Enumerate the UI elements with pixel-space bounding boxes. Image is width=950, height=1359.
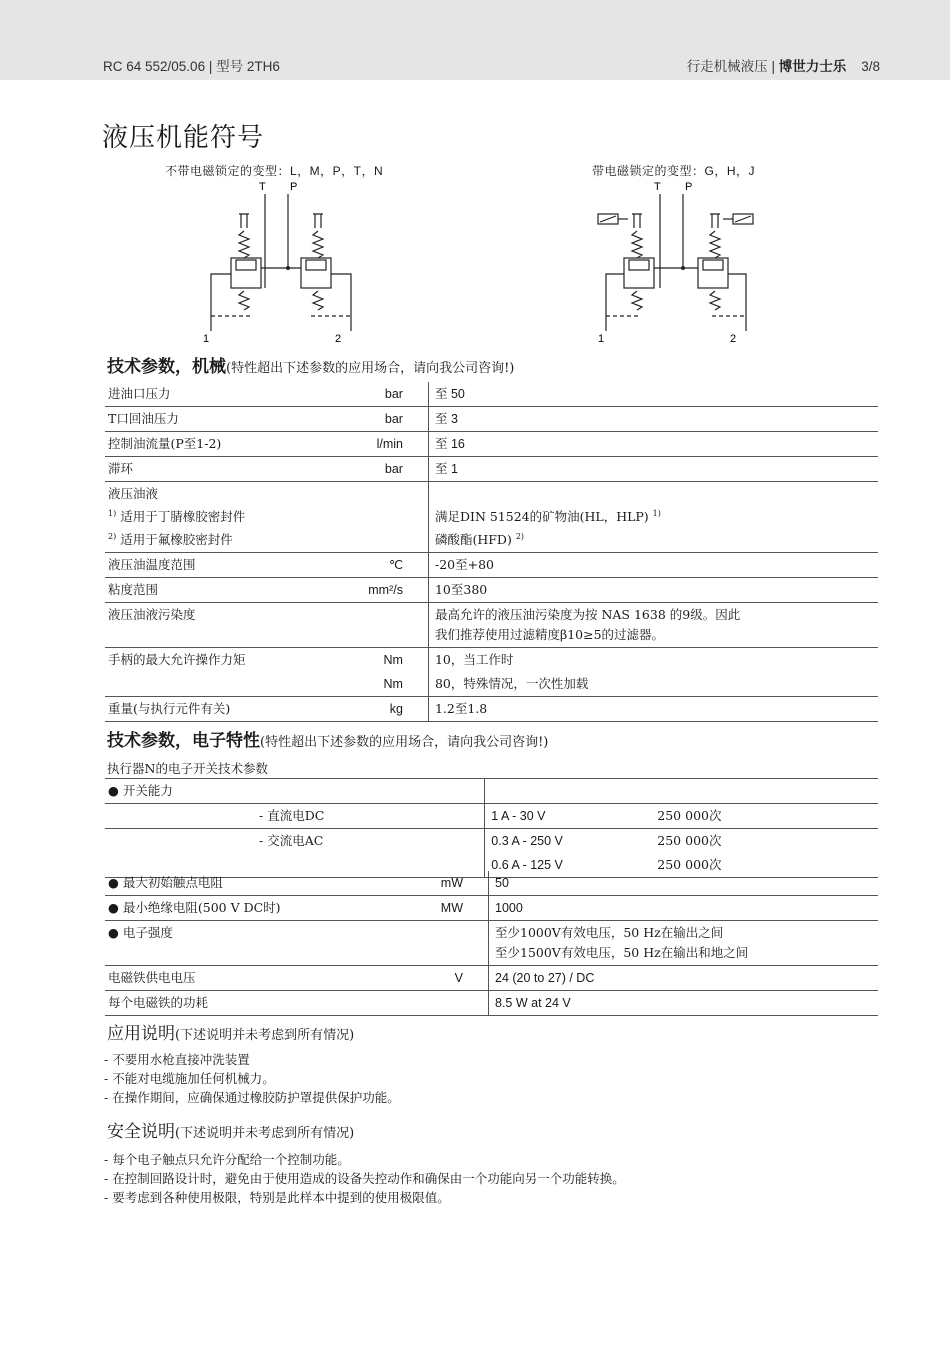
safety-notes-list — [104, 1150, 625, 1207]
safety-heading: 安全说明(下述说明并未考虑到所有情况) — [107, 1122, 355, 1141]
table-row: ● 最大初始触点电阻 mW 50 — [105, 871, 878, 896]
list-item: - 不能对电缆施加任何机械力。 — [104, 1071, 275, 1086]
table-row: 进油口压力 bar 至 50 — [105, 382, 878, 407]
list-item: - 要考虑到各种使用极限，特别是此样本中提到的使用极限值。 — [104, 1190, 450, 1205]
brand: 博世力士乐 — [778, 59, 847, 74]
category: 行走机械液压 — [686, 59, 768, 74]
table-row: T口回油压力 bar 至 3 — [105, 407, 878, 432]
page-header — [0, 0, 950, 80]
app-note: (下述说明并未考虑到所有情况) — [175, 1028, 355, 1043]
port-p-label: P — [685, 181, 693, 193]
elec-table-2 — [105, 871, 878, 1016]
table-row: 电磁铁供电电压 V 24 (20 to 27) / DC — [105, 966, 878, 991]
right-symbol-caption: 带电磁锁定的变型：G，H，J — [592, 164, 756, 178]
port-2-label: 2 — [335, 333, 342, 345]
table-row: - 直流电DC 1 A - 30 V 250 000次 — [105, 804, 878, 829]
elec-heading: 技术参数，电子特性(特性超出下述参数的应用场合，请向我公司咨询!) — [107, 731, 549, 750]
table-row: 手柄的最大允许操作力矩 Nm 10，当工作时 — [105, 648, 878, 673]
table-row: 重量(与执行元件有关) kg 1.2至1.8 — [105, 697, 878, 722]
table-row: 控制油流量(P至1-2) l/min 至 16 — [105, 432, 878, 457]
port-1-label: 1 — [598, 333, 605, 345]
port-2-label: 2 — [730, 333, 737, 345]
page-number: 3/8 — [861, 59, 880, 74]
table-row: 液压油液 $^{1)}$ 适用于丁腈橡胶密封件 $^{2)}$ 适用于氟橡胶密封件 满足DIN 51524的矿物油(HL，HLP) $^{1)}$ 磷酸酯(HFD) $^{2)}$ — [105, 482, 878, 553]
list-item: - 在操作期间，应确保通过橡胶防护罩提供保护功能。 — [104, 1090, 400, 1105]
hydraulic-symbol-left — [195, 176, 370, 346]
page-title: 液压机能符号 — [102, 122, 265, 152]
mech-heading: 技术参数，机械(特性超出下述参数的应用场合，请向我公司咨询!) — [107, 357, 515, 376]
port-t-label: T — [654, 181, 661, 193]
table-row: 滞环 bar 至 1 — [105, 457, 878, 482]
app-heading: 应用说明(下述说明并未考虑到所有情况) — [107, 1024, 355, 1043]
app-notes-list — [104, 1050, 400, 1107]
table-row: Nm 80，特殊情况，一次性加载 — [105, 672, 878, 697]
table-row: 液压油温度范围 ℃ -20至+80 — [105, 553, 878, 578]
header-right: 行走机械液压 | 博世力士乐 3/8 — [686, 59, 880, 74]
table-row: ● 最小绝缘电阻(500 V DC时) MW 1000 — [105, 896, 878, 921]
table-row: 0.6 A - 125 V 250 000次 — [105, 853, 878, 878]
table-row: ● 电子强度 至少1000V有效电压，50 Hz在输出之间 至少1500V有效电压，50 Hz在输出和地之间 — [105, 921, 878, 966]
port-p-label: P — [290, 181, 298, 193]
elec-table — [105, 778, 878, 878]
left-symbol-caption: 不带电磁锁定的变型：L，M，P，T，N — [165, 164, 384, 178]
table-row: 每个电磁铁的功耗 8.5 W at 24 V — [105, 991, 878, 1016]
table-row: 粘度范围 mm²/s 10至380 — [105, 578, 878, 603]
table-row: ● 开关能力 — [105, 779, 878, 804]
list-item: - 每个电子触点只允许分配给一个控制功能。 — [104, 1152, 350, 1167]
doc-reference: RC 64 552/05.06 | 型号 2TH6 — [103, 59, 280, 74]
table-row: - 交流电AC 0.3 A - 250 V 250 000次 — [105, 829, 878, 854]
mech-table — [105, 382, 878, 722]
hydraulic-symbol-right — [590, 176, 765, 346]
safety-note: (下述说明并未考虑到所有情况) — [175, 1126, 355, 1141]
elec-note: (特性超出下述参数的应用场合，请向我公司咨询!) — [260, 735, 549, 750]
port-t-label: T — [259, 181, 266, 193]
table-row: 液压油液污染度 最高允许的液压油污染度为按 NAS 1638 的9级。因此 我们推荐使用过滤精度β10≥5的过滤器。 — [105, 603, 878, 648]
list-item: - 不要用水枪直接冲洗装置 — [104, 1052, 250, 1067]
mech-note: (特性超出下述参数的应用场合，请向我公司咨询!) — [226, 361, 515, 376]
list-item: - 在控制回路设计时，避免由于使用造成的设备失控动作和确保由一个功能向另一个功能转换。 — [104, 1171, 625, 1186]
port-1-label: 1 — [203, 333, 210, 345]
elec-subtitle: 执行器N的电子开关技术参数 — [107, 761, 268, 776]
